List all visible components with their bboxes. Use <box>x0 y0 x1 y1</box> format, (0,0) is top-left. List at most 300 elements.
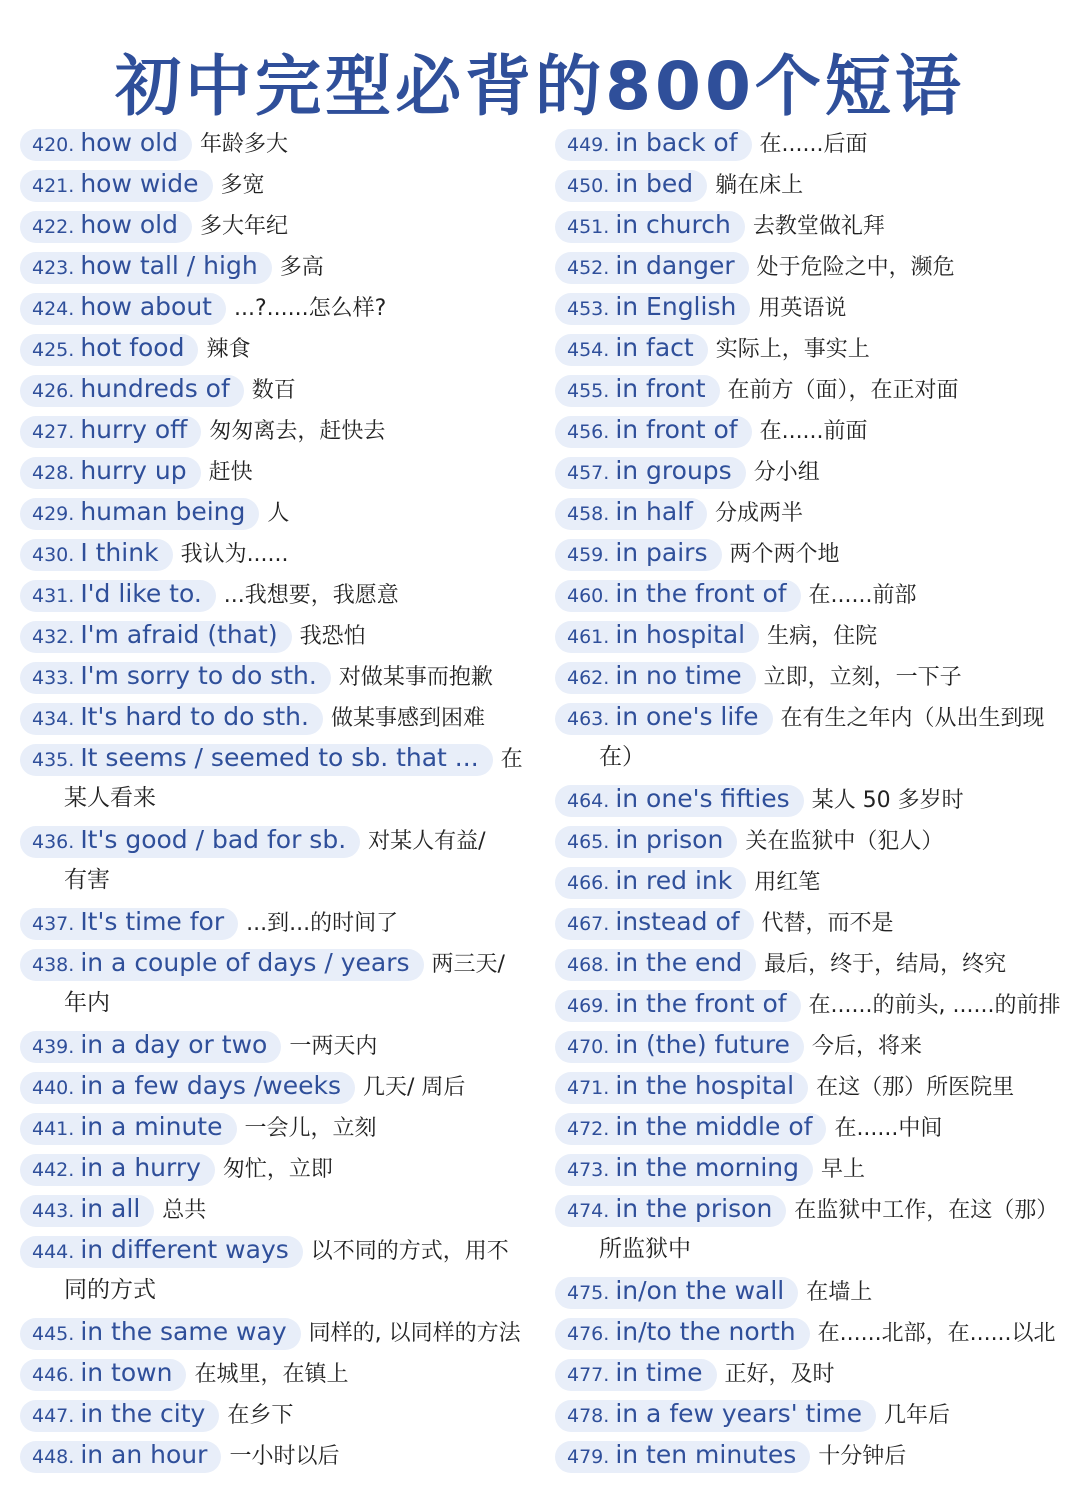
phrase-number: 436. <box>32 831 75 853</box>
phrase-meaning: 多高 <box>279 255 324 280</box>
phrase-highlight <box>20 1236 303 1268</box>
phrase-highlight <box>555 949 756 981</box>
phrase-row <box>555 532 1060 576</box>
phrase-number: 474. <box>567 1200 610 1222</box>
phrase-number: 466. <box>567 872 610 894</box>
phrase-row <box>555 614 1060 658</box>
phrase-meaning: 用红笔 <box>754 870 821 895</box>
phrase-highlight <box>20 293 226 325</box>
phrase-english: how about <box>80 292 212 321</box>
phrase-english: in red ink <box>615 866 733 895</box>
phrase-meaning: 匆忙，立即 <box>222 1157 333 1182</box>
phrase-highlight <box>555 170 707 202</box>
phrase-english: human being <box>80 497 246 526</box>
phrase-highlight <box>555 703 773 735</box>
phrase-english: how old <box>80 128 178 157</box>
phrase-highlight <box>555 1072 808 1104</box>
phrase-highlight <box>20 1154 215 1186</box>
phrase-number: 445. <box>32 1323 75 1345</box>
phrase-number: 425. <box>32 339 75 361</box>
phrase-english: in one's fifties <box>615 784 790 813</box>
phrase-row <box>20 1434 525 1478</box>
phrase-english: in different ways <box>80 1235 289 1264</box>
phrase-number: 429. <box>32 503 75 525</box>
phrase-english: It's hard to do sth. <box>80 702 309 731</box>
phrase-number: 437. <box>32 913 75 935</box>
phrase-row <box>20 1065 525 1109</box>
phrase-number: 471. <box>567 1077 610 1099</box>
phrase-meaning: 两个两个地 <box>729 542 840 567</box>
phrase-meaning: ...到...的时间了 <box>246 911 399 936</box>
phrase-meaning-continued: 年内 <box>64 990 110 1016</box>
phrase-english: in one's life <box>615 702 759 731</box>
phrase-english: in a day or two <box>80 1030 268 1059</box>
phrase-row <box>20 614 525 658</box>
phrase-row <box>555 1106 1060 1150</box>
phrase-row <box>20 1188 525 1232</box>
phrase-highlight <box>555 990 801 1022</box>
phrase-number: 439. <box>32 1036 75 1058</box>
phrase-highlight <box>555 1318 810 1350</box>
phrase-row <box>555 491 1060 535</box>
phrase-row <box>555 942 1060 986</box>
phrase-highlight <box>20 252 272 284</box>
phrase-english: It seems / seemed to sb. that ... <box>80 743 479 772</box>
phrase-number: 477. <box>567 1364 610 1386</box>
phrase-number: 472. <box>567 1118 610 1140</box>
phrase-number: 470. <box>567 1036 610 1058</box>
phrase-row <box>20 532 525 576</box>
phrase-number: 458. <box>567 503 610 525</box>
phrase-meaning: 我恐怕 <box>299 624 366 649</box>
phrase-meaning: 代替，而不是 <box>761 911 894 936</box>
phrase-number: 457. <box>567 462 610 484</box>
phrase-meaning: 赶快 <box>208 460 253 485</box>
phrase-row <box>20 655 525 699</box>
phrase-row <box>555 1188 1060 1232</box>
phrase-highlight <box>555 334 708 366</box>
phrase-highlight <box>20 826 360 858</box>
phrase-highlight <box>555 1031 804 1063</box>
phrase-number: 421. <box>32 175 75 197</box>
phrase-meaning: 在......中间 <box>834 1116 943 1141</box>
phrase-english: how tall / high <box>80 251 258 280</box>
phrase-highlight <box>20 1113 237 1145</box>
phrase-english: instead of <box>615 907 740 936</box>
phrase-english: It's good / bad for sb. <box>80 825 347 854</box>
phrase-english: in/to the north <box>615 1317 796 1346</box>
phrase-highlight <box>20 1400 219 1432</box>
phrase-meaning: 在 <box>500 747 523 772</box>
phrase-row <box>20 327 525 371</box>
phrase-highlight <box>555 1113 826 1145</box>
phrase-highlight <box>20 129 192 161</box>
phrase-highlight <box>555 621 759 653</box>
phrase-number: 452. <box>567 257 610 279</box>
phrase-highlight <box>555 1195 786 1227</box>
phrase-meaning-continued: 同的方式 <box>64 1277 156 1303</box>
phrase-meaning: 在乡下 <box>227 1403 294 1428</box>
phrase-row <box>555 1024 1060 1068</box>
phrase-number: 465. <box>567 831 610 853</box>
phrase-meaning: 在......前面 <box>759 419 868 444</box>
phrase-english: I'm afraid (that) <box>80 620 278 649</box>
phrase-number: 443. <box>32 1200 75 1222</box>
phrase-meaning: 实际上，事实上 <box>715 337 870 362</box>
phrase-row <box>555 245 1060 289</box>
phrase-meaning: 做某事感到困难 <box>330 706 485 731</box>
phrase-highlight <box>20 949 424 981</box>
phrase-english: in/on the wall <box>615 1276 785 1305</box>
phrase-english: hurry up <box>80 456 187 485</box>
phrase-highlight <box>20 1195 154 1227</box>
phrase-english: in fact <box>615 333 694 362</box>
phrase-highlight <box>20 1359 186 1391</box>
phrase-english: hot food <box>80 333 185 362</box>
phrase-row <box>20 1106 525 1150</box>
phrase-highlight <box>555 539 722 571</box>
phrase-number: 428. <box>32 462 75 484</box>
phrase-highlight <box>20 211 192 243</box>
phrase-english: in the same way <box>80 1317 287 1346</box>
phrase-highlight <box>555 211 745 243</box>
phrase-meaning: 在这（那）所医院里 <box>816 1075 1015 1100</box>
phrase-row <box>20 1229 525 1273</box>
phrase-meaning-continued: 某人看来 <box>64 785 156 811</box>
phrase-number: 446. <box>32 1364 75 1386</box>
phrase-english: in the end <box>615 948 743 977</box>
phrase-meaning: 以不同的方式，用不 <box>310 1239 509 1264</box>
phrase-row <box>20 409 525 453</box>
phrase-meaning: 我认为...... <box>180 542 289 567</box>
phrase-english: in town <box>80 1358 173 1387</box>
phrase-english: in pairs <box>615 538 708 567</box>
phrase-meaning: 人 <box>267 501 290 526</box>
phrase-highlight <box>20 621 292 653</box>
phrase-meaning: 在前方（面），在正对面 <box>727 378 959 403</box>
phrase-english: hurry off <box>80 415 188 444</box>
phrase-english: in hospital <box>615 620 746 649</box>
phrase-row <box>555 1311 1060 1355</box>
phrase-number: 444. <box>32 1241 75 1263</box>
phrase-number: 450. <box>567 175 610 197</box>
phrase-highlight <box>555 293 750 325</box>
phrase-highlight <box>555 867 746 899</box>
phrase-highlight <box>20 1072 355 1104</box>
phrase-english: in a couple of days / years <box>80 948 410 977</box>
phrase-meaning: 在墙上 <box>806 1280 873 1305</box>
phrase-number: 424. <box>32 298 75 320</box>
phrase-highlight <box>20 1441 221 1473</box>
phrase-english: in the middle of <box>615 1112 813 1141</box>
phrase-english: in church <box>615 210 731 239</box>
phrase-row <box>555 204 1060 248</box>
phrase-number: 438. <box>32 954 75 976</box>
phrase-number: 422. <box>32 216 75 238</box>
phrase-english: in back of <box>615 128 738 157</box>
phrase-row <box>555 819 1060 863</box>
phrase-english: in front <box>615 374 706 403</box>
phrase-english: hundreds of <box>80 374 230 403</box>
phrase-english: in a few days /weeks <box>80 1071 341 1100</box>
phrase-highlight <box>20 498 259 530</box>
phrase-meaning: 躺在床上 <box>715 173 804 198</box>
phrase-english: in an hour <box>80 1440 208 1469</box>
phrase-highlight <box>20 662 331 694</box>
phrase-english: in (the) future <box>615 1030 790 1059</box>
phrase-highlight <box>20 1318 301 1350</box>
phrase-english: in bed <box>615 169 694 198</box>
phrase-english: in front of <box>615 415 738 444</box>
phrase-meaning: 一两天内 <box>289 1034 378 1059</box>
phrase-meaning: 分成两半 <box>714 501 803 526</box>
phrase-meaning: 分小组 <box>753 460 820 485</box>
phrase-row <box>555 655 1060 699</box>
phrase-meaning: 同样的, 以同样的方法 <box>308 1321 521 1346</box>
phrase-english: in groups <box>615 456 732 485</box>
phrase-number: 420. <box>32 134 75 156</box>
phrase-meaning: 多宽 <box>220 173 265 198</box>
phrase-highlight <box>555 1359 717 1391</box>
phrase-english: in the city <box>80 1399 206 1428</box>
phrase-number: 459. <box>567 544 610 566</box>
phrase-row <box>20 204 525 248</box>
phrase-highlight <box>555 785 804 817</box>
phrase-row <box>20 1311 525 1355</box>
phrase-number: 453. <box>567 298 610 320</box>
phrase-meaning: 一会儿，立刻 <box>244 1116 377 1141</box>
phrase-highlight <box>555 498 707 530</box>
phrase-meaning: 辣食 <box>206 337 251 362</box>
phrase-meaning: 数百 <box>251 378 296 403</box>
phrase-highlight <box>555 375 720 407</box>
phrase-meaning: 在城里，在镇上 <box>194 1362 349 1387</box>
phrase-english: in a hurry <box>80 1153 201 1182</box>
phrase-meaning: ...我想要，我愿意 <box>223 583 399 608</box>
phrase-number: 464. <box>567 790 610 812</box>
phrase-highlight <box>20 375 244 407</box>
phrase-english: I'm sorry to do sth. <box>80 661 317 690</box>
phrase-highlight <box>555 1400 876 1432</box>
phrase-row <box>20 1024 525 1068</box>
phrase-meaning: 立即，立刻，一下子 <box>763 665 962 690</box>
phrase-english: I think <box>80 538 159 567</box>
phrase-meaning: 几天/ 周后 <box>362 1075 466 1100</box>
phrase-number: 454. <box>567 339 610 361</box>
phrase-meaning: 十分钟后 <box>818 1444 907 1469</box>
phrase-number: 451. <box>567 216 610 238</box>
phrase-highlight <box>20 539 173 571</box>
phrase-meaning: 在有生之年内（从出生到现 <box>780 706 1045 731</box>
phrase-highlight <box>20 416 201 448</box>
phrase-meaning: 在......后面 <box>759 132 868 157</box>
phrase-meaning: 正好，及时 <box>724 1362 835 1387</box>
phrase-row <box>555 450 1060 494</box>
phrase-number: 456. <box>567 421 610 443</box>
phrase-row <box>20 491 525 535</box>
phrase-highlight <box>555 416 752 448</box>
phrase-english: It's time for <box>80 907 225 936</box>
phrase-highlight <box>555 252 749 284</box>
phrase-english: how wide <box>80 169 199 198</box>
phrase-meaning: 一小时以后 <box>229 1444 340 1469</box>
phrase-number: 448. <box>32 1446 75 1468</box>
phrase-meaning: 两三天/ <box>431 952 505 977</box>
phrase-english: in ten minutes <box>615 1440 797 1469</box>
phrase-number: 430. <box>32 544 75 566</box>
phrase-number: 435. <box>32 749 75 771</box>
phrase-meaning-continued: 在） <box>599 744 645 770</box>
phrase-meaning: 最后，终于，结局，终究 <box>764 952 1007 977</box>
phrase-meaning: 年龄多大 <box>199 132 288 157</box>
phrase-row <box>20 942 525 986</box>
phrase-english: in the prison <box>615 1194 773 1223</box>
phrase-number: 432. <box>32 626 75 648</box>
phrase-highlight <box>555 826 737 858</box>
phrase-number: 449. <box>567 134 610 156</box>
phrase-meaning: 对做某事而抱歉 <box>338 665 493 690</box>
phrase-number: 434. <box>32 708 75 730</box>
phrase-number: 468. <box>567 954 610 976</box>
phrase-highlight <box>555 129 752 161</box>
phrase-english: in time <box>615 1358 703 1387</box>
phrase-row <box>555 1065 1060 1109</box>
phrase-english: in English <box>615 292 737 321</box>
phrase-row <box>555 286 1060 330</box>
phrase-row <box>20 573 525 617</box>
phrase-english: in prison <box>615 825 724 854</box>
phrase-meaning: 早上 <box>821 1157 866 1182</box>
phrase-highlight <box>555 457 746 489</box>
phrase-row <box>555 163 1060 207</box>
phrase-row <box>20 819 525 863</box>
phrase-number: 440. <box>32 1077 75 1099</box>
phrase-highlight <box>20 744 493 776</box>
phrase-highlight <box>20 334 198 366</box>
phrase-number: 478. <box>567 1405 610 1427</box>
phrase-row <box>20 286 525 330</box>
phrase-number: 460. <box>567 585 610 607</box>
phrase-highlight <box>20 1031 281 1063</box>
phrase-english: in the front of <box>615 989 787 1018</box>
phrase-number: 469. <box>567 995 610 1017</box>
phrase-number: 462. <box>567 667 610 689</box>
phrase-highlight <box>555 908 754 940</box>
phrase-row <box>20 368 525 412</box>
phrase-row <box>20 901 525 945</box>
phrase-meaning: 生病，住院 <box>767 624 878 649</box>
phrase-english: in all <box>80 1194 141 1223</box>
phrase-row <box>20 245 525 289</box>
phrase-number: 441. <box>32 1118 75 1140</box>
phrase-meaning: 在监狱中工作，在这（那） <box>794 1198 1059 1223</box>
phrase-english: in the morning <box>615 1153 800 1182</box>
phrase-row <box>555 696 1060 740</box>
phrase-number: 479. <box>567 1446 610 1468</box>
phrase-number: 467. <box>567 913 610 935</box>
phrase-row <box>555 1352 1060 1396</box>
phrase-meaning: 去教堂做礼拜 <box>752 214 885 239</box>
phrase-row <box>555 122 1060 166</box>
phrase-english: in the hospital <box>615 1071 795 1100</box>
phrase-number: 447. <box>32 1405 75 1427</box>
phrase-meaning: 对某人有益/ <box>368 829 486 854</box>
phrase-english: in half <box>615 497 693 526</box>
phrase-row <box>20 737 525 781</box>
phrase-number: 476. <box>567 1323 610 1345</box>
phrase-number: 475. <box>567 1282 610 1304</box>
phrase-number: 426. <box>32 380 75 402</box>
phrase-highlight <box>555 580 801 612</box>
phrase-english: in a few years' time <box>615 1399 862 1428</box>
page-title: 初中完型必背的800个短语 <box>115 48 965 125</box>
phrase-meaning: ...?......怎么样? <box>233 296 387 321</box>
phrase-meaning: 关在监狱中（犯人） <box>745 829 944 854</box>
phrase-number: 463. <box>567 708 610 730</box>
phrase-row <box>555 368 1060 412</box>
phrase-highlight <box>20 908 238 940</box>
phrase-english: how old <box>80 210 178 239</box>
phrase-row <box>555 1434 1060 1478</box>
phrase-number: 423. <box>32 257 75 279</box>
phrase-english: I'd like to. <box>80 579 202 608</box>
phrase-row <box>555 327 1060 371</box>
phrase-row <box>20 1352 525 1396</box>
phrase-number: 455. <box>567 380 610 402</box>
phrase-highlight <box>555 1277 798 1309</box>
phrase-row <box>20 1147 525 1191</box>
phrase-row <box>555 1147 1060 1191</box>
phrase-meaning: 在......前部 <box>808 583 917 608</box>
phrase-row <box>20 696 525 740</box>
phrase-meaning: 在......的前头, ......的前排 <box>808 993 1061 1018</box>
phrase-english: in the front of <box>615 579 787 608</box>
phrase-meaning-continued: 所监狱中 <box>599 1236 691 1262</box>
phrase-meaning: 几年后 <box>884 1403 951 1428</box>
phrase-number: 442. <box>32 1159 75 1181</box>
phrase-meaning: 某人 50 多岁时 <box>811 788 964 813</box>
phrase-meaning: 处于危险之中，濒危 <box>756 255 955 280</box>
phrase-meaning: 匆匆离去，赶快去 <box>209 419 386 444</box>
phrase-row <box>555 573 1060 617</box>
phrase-meaning-continued: 有害 <box>64 867 110 893</box>
phrase-highlight <box>20 170 213 202</box>
phrase-row <box>555 983 1060 1027</box>
phrase-highlight <box>20 457 201 489</box>
phrase-meaning: 今后，将来 <box>811 1034 922 1059</box>
phrase-highlight <box>20 703 323 735</box>
phrase-row <box>555 778 1060 822</box>
phrase-meaning: 总共 <box>162 1198 207 1223</box>
phrase-english: in a minute <box>80 1112 223 1141</box>
phrase-row <box>20 122 525 166</box>
phrase-row <box>20 450 525 494</box>
phrase-meaning: 多大年纪 <box>199 214 288 239</box>
phrase-row <box>20 163 525 207</box>
phrase-number: 431. <box>32 585 75 607</box>
phrase-meaning: 在......北部，在......以北 <box>817 1321 1056 1346</box>
phrase-english: in danger <box>615 251 735 280</box>
phrase-highlight <box>555 662 756 694</box>
phrase-meaning: 用英语说 <box>758 296 847 321</box>
phrase-highlight <box>555 1441 810 1473</box>
phrase-highlight <box>20 580 216 612</box>
phrase-row <box>555 1393 1060 1437</box>
phrase-row <box>20 1393 525 1437</box>
phrase-number: 433. <box>32 667 75 689</box>
phrase-english: in no time <box>615 661 742 690</box>
phrase-number: 461. <box>567 626 610 648</box>
